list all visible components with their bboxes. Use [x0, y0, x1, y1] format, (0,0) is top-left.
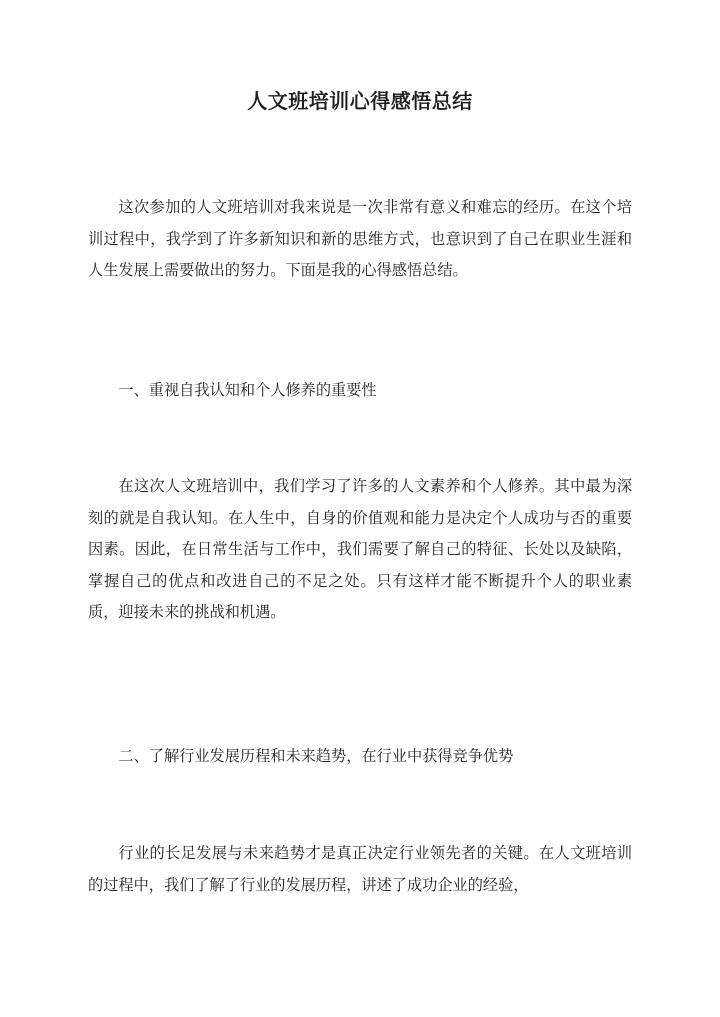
intro-paragraph: 这次参加的人文班培训对我来说是一次非常有意义和难忘的经历。在这个培训过程中，我学到了许多新知识和新的思维方式，也意识到了自己在职业生涯和人生发展上需要做出的努力。下面是我的心得感悟总结。: [88, 198, 632, 280]
section-2-paragraph: 行业的长足发展与未来趋势才是真正决定行业领先者的关键。在人文班培训的过程中，我们了解了行业的发展历程，讲述了成功企业的经验，: [88, 844, 632, 894]
section-2-heading: 二、了解行业发展历程和未来趋势，在行业中获得竞争优势: [118, 747, 514, 765]
document-title: 人文班培训心得感悟总结: [247, 89, 473, 113]
section-1-paragraph: 在这次人文班培训中，我们学习了许多的人文素养和个人修养。其中最为深刻的就是自我认知。在人生中，自身的价值观和能力是决定个人成功与否的重要因素。因此，在日常生活与工作中，我们需要了解自己的特征、长处以及缺陷，掌握自己的优点和改进自己的不足之处。只有这样才能不断提升个人的职业素质，迎接未来的挑战和机遇。: [88, 477, 632, 622]
section-1-heading: 一、重视自我认知和个人修养的重要性: [118, 381, 377, 399]
